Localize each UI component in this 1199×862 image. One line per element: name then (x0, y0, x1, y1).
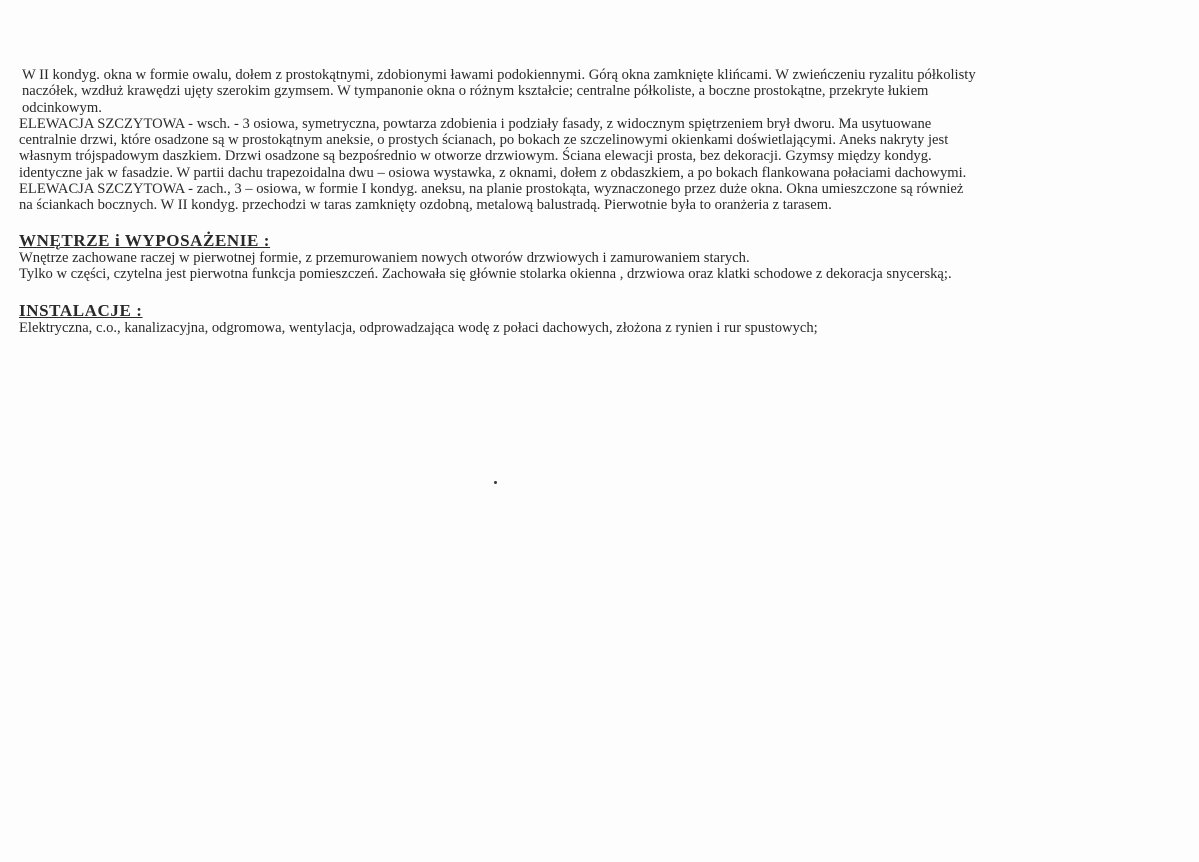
description-line: własnym trójspadowym daszkiem. Drzwi osadzone są bezpośrednio w otworze drzwiowym. Ściana elewacji prosta, bez dekoracji. Gzymsy między kondyg. (19, 148, 932, 165)
installations-heading: INSTALACJE : (19, 301, 143, 321)
document-text (19, 67, 1184, 337)
interior-line: Wnętrze zachowane raczej w pierwotnej formie, z przemurowaniem nowych otworów drzwiowych i zamurowaniem starych. (19, 249, 750, 266)
description-line: naczółek, wzdłuż krawędzi ujęty szerokim gzymsem. W tympanonie okna o różnym kształcie; centralne półkoliste, a boczne prostokątne, przekryte łukiem (22, 83, 929, 100)
description-line: na ściankach bocznych. W II kondyg. przechodzi w taras zamknięty ozdobną, metalową balustradą. Pierwotnie była to oranżeria z tarasem. (19, 197, 832, 214)
description-line: W II kondyg. okna w formie owalu, dołem z prostokątnymi, zdobionymi ławami podokiennymi. Górą okna zamknięte klińcami. W zwieńczeniu ryzalitu półkolisty (22, 67, 976, 83)
description-line: odcinkowym. (22, 99, 102, 116)
ink-dot (494, 481, 497, 484)
description-line: identyczne jak w fasadzie. W partii dachu trapezoidalna dwu – osiowa wystawka, z oknami, dołem z obdaszkiem, a po bokach flankowana połaciami dachowymi. (19, 164, 967, 181)
description-line: ELEWACJA SZCZYTOWA - zach., 3 – osiowa, w formie I kondyg. aneksu, na planie prostokąta, wyznaczonego przez duże okna. Okna umieszczone są również (19, 181, 964, 198)
installations-line: Elektryczna, c.o., kanalizacyjna, odgromowa, wentylacja, odprowadzająca wodę z połaci dachowych, złożona z rynien i rur spustowych; (19, 320, 818, 337)
interior-line: Tylko w części, czytelna jest pierwotna funkcja pomieszczeń. Zachowała się głównie stolarka okienna , drzwiowa oraz klatki schodowe z dekoracja snycerską;. (19, 265, 952, 282)
description-line: centralnie drzwi, które osadzone są w prostokątnym aneksie, o prostych ścianach, po bokach ze szczelinowymi okienkami doświetlającymi. Aneks nakryty jest (19, 132, 949, 149)
description-line: ELEWACJA SZCZYTOWA - wsch. - 3 osiowa, symetryczna, powtarza zdobienia i podziały fasady, z widocznym spiętrzeniem brył dworu. Ma usytuowane (19, 115, 932, 132)
interior-heading: WNĘTRZE i WYPOSAŻENIE : (19, 230, 271, 250)
